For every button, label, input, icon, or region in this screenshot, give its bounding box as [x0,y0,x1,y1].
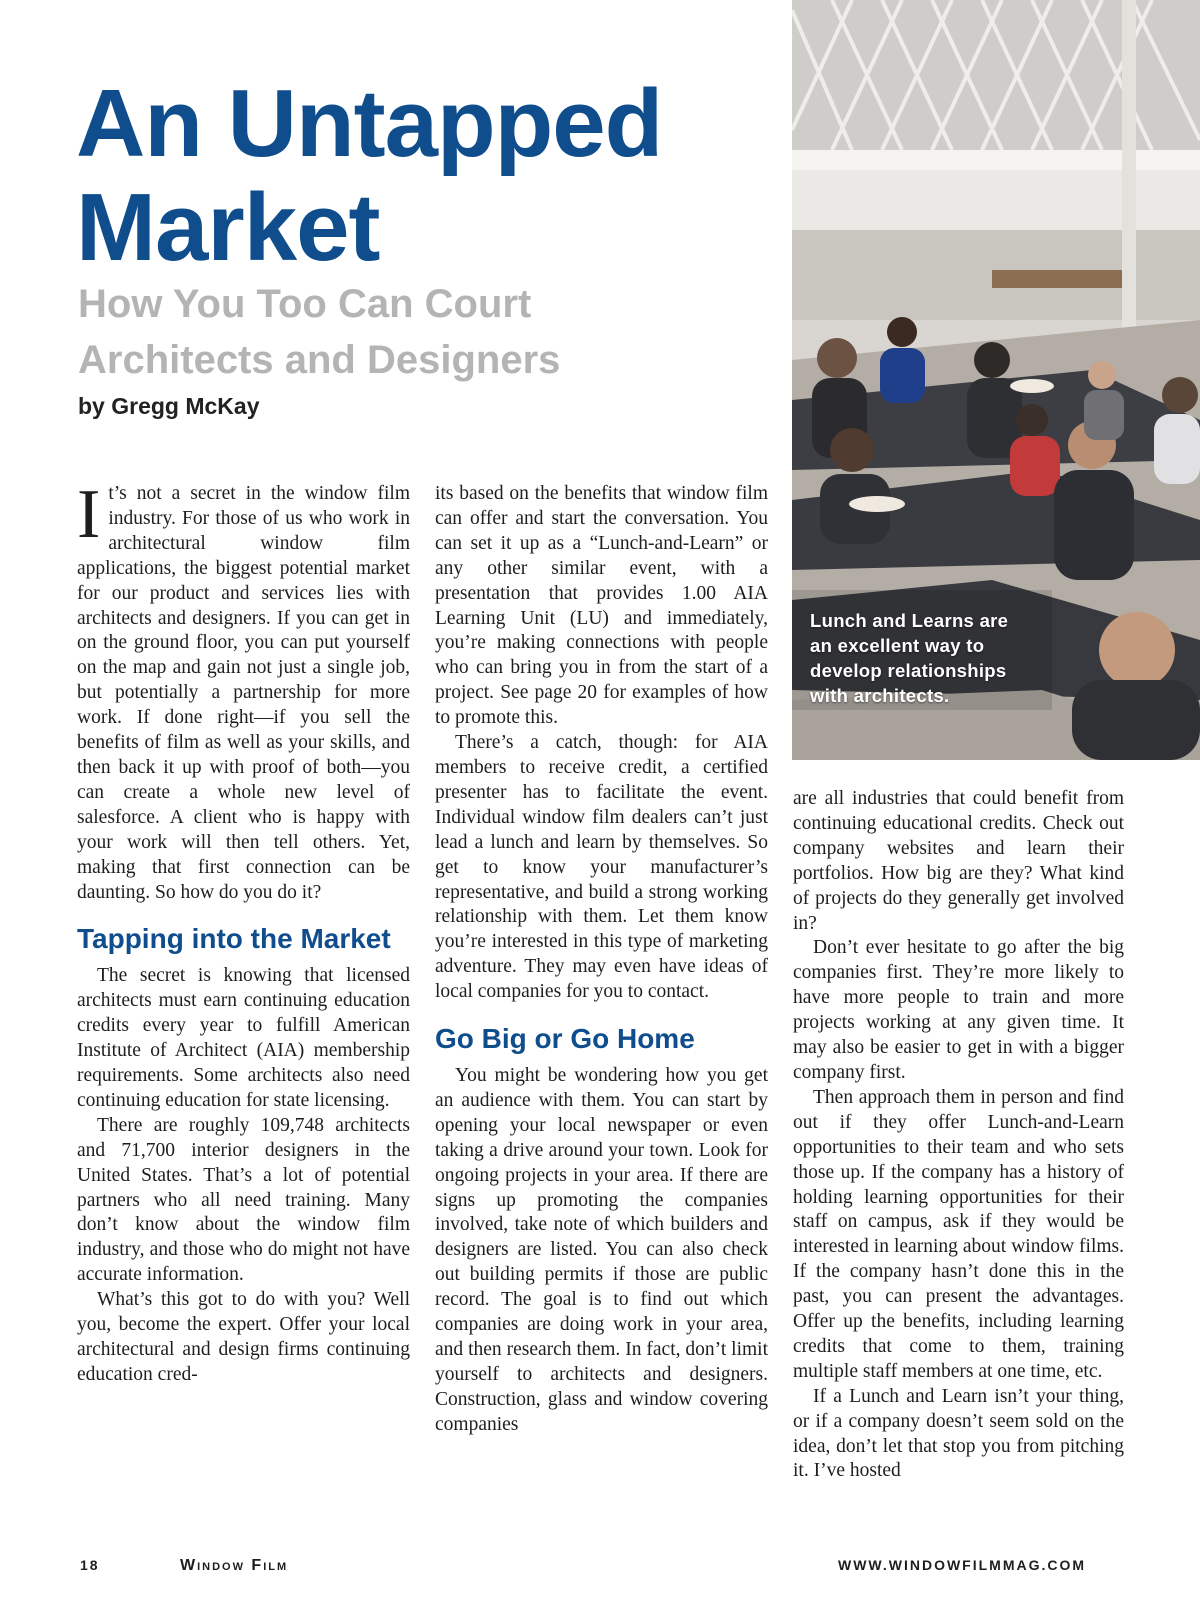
drop-cap: I [77,476,101,553]
photo-caption: Lunch and Learns are an excellent way to develop relationships with architects. [810,610,1009,706]
byline: by Gregg McKay [78,393,260,419]
body-paragraph: What’s this got to do with you? Well you, become the expert. Offer your local architectural and design firms continuing education cred- [77,1289,410,1385]
intro-text: t’s not a secret in the window film industry. For those of us who work in architectural window film applications, the biggest potential market for our product and services lies with architects and designers. If you can get in on the ground floor, you can put yourself on the map and gain not just a single job, but potentially a partnership for more work. If done right—if you sell the benefits of film as well as your skills, and then back it up with proof of both—you can create a whole new level of salesforce. A client who is happy with your work will then tell others. Yet, making that first connection can be daunting. So how do you do it? [77,483,410,903]
magazine-url: WWW.WINDOWFILMMAG.COM [838,1557,1087,1573]
body-paragraph: its based on the benefits that window film can offer and start the conversation. You can set it up as a “Lunch-and-Learn” or any other similar event, with a presentation that provides 1.00 AIA Learning Unit (LU) and immediately, you’re making connections with people who can bring you in from the start of a project. See page 20 for examples of how to promote this. [435,483,768,729]
body-paragraph: There are roughly 109,748 architects and 71,700 interior designers in the United States. That’s a lot of potential partners who all need training. Many don’t know about the window film industry, and those who do might not have accurate information. [77,1114,410,1286]
section-heading-tapping: Tapping into the Market [77,923,391,955]
body-paragraph: There’s a catch, though: for AIA members to receive credit, a certified presenter has to facilitate the event. Individual window film dealers can’t just lead a lunch and learn by themselves. So get to know your manufacturer’s representative, and build a strong working relationship with them. Let them know you’re interested in this type of marketing adventure. They may even have ideas of local companies for you to contact. [435,732,768,1003]
body-paragraph: If a Lunch and Learn isn’t your thing, or if a company doesn’t seem sold on the idea, don’t let that stop you from pitching it. I’ve hosted [793,1385,1124,1482]
body-paragraph: You might be wondering how you get an audience with them. You can start by opening your local newspaper or even taking a drive around your town. Look for ongoing projects in your area. If there are signs up promoting the companies involved, take note of which builders and designers are listed. You can also check out building permits if those are public record. The goal is to find out which companies are doing work in your area, and then research them. In fact, don’t limit yourself to architects and designers. Construction, glass and window covering companies [435,1065,768,1435]
body-paragraph: are all industries that could benefit from continuing educational credits. Check out company websites and learn their portfolios. How big are they? What kind of projects do they generally get involved in? [793,788,1124,934]
column-2 [435,482,768,1438]
column-3 [793,787,1124,1484]
body-paragraph: The secret is knowing that licensed architects must earn continuing education credits every year to fulfill American Institute of Architect (AIA) membership requirements. Some architects also need continuing education for state licensing. [77,965,410,1111]
column-1 [77,476,410,1388]
body-paragraph: Then approach them in person and find out if they offer Lunch-and-Learn opportunities to their team and who sets those up. If the company has a history of holding learning opportunities for their staff on campus, ask if they would be interested in learning about window films. If the company hasn’t done this in the past, you can present the advantages. Offer up the benefits, including learning credits that come to them, training multiple staff members at one time, etc. [793,1086,1124,1382]
section-heading-go-big: Go Big or Go Home [435,1023,695,1055]
magazine-name: Window Film [180,1557,289,1574]
article-subtitle: How You Too Can Court Architects and Designers [78,282,561,382]
intro-paragraph [77,476,410,905]
body-paragraph: Don’t ever hesitate to go after the big companies first. They’re more likely to have more people to train and more projects working at any given time. It may also be easier to get in with a bigger company first. [793,937,1124,1083]
article-title: An Untapped Market [76,70,663,281]
page-number: 18 [80,1557,100,1573]
